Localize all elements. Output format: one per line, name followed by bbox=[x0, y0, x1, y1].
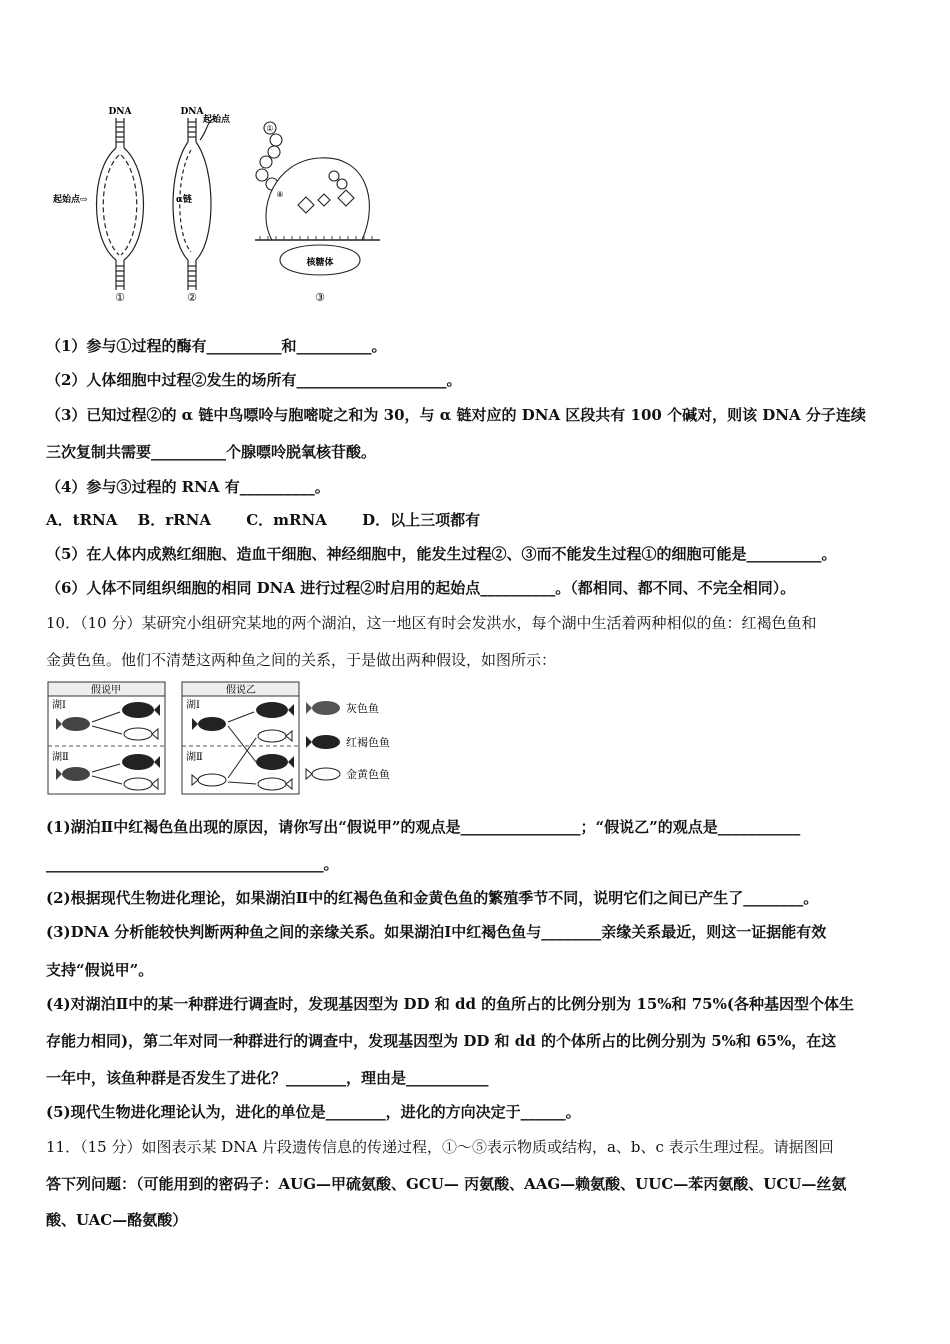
dna-process-figure bbox=[50, 100, 380, 305]
fish-hypothesis-figure bbox=[46, 680, 416, 798]
origin-label-left: 起始点⇨ bbox=[53, 195, 88, 205]
q9-part5: （5）在人体内成熟红细胞、造血干细胞、神经细胞中，能发生过程②、③而不能发生过程①的细胞可能是__________。 bbox=[46, 545, 837, 563]
q10-heading-a: 10．（10 分）某研究小组研究某地的两个湖泊，这一地区有时会发洪水，每个湖中生活着两种相似的鱼：红褐色鱼和 bbox=[46, 614, 817, 632]
dna-label-1: DNA bbox=[108, 107, 132, 117]
q10-sub4c: 一年中，该鱼种群是否发生了进化？________，理由是___________ bbox=[46, 1069, 489, 1087]
legend-red-brown-fish: 红褐色鱼 bbox=[346, 736, 390, 749]
legend-golden-fish: 金黄色鱼 bbox=[346, 768, 390, 781]
legend-gray-fish: 灰色鱼 bbox=[346, 702, 379, 715]
lake2-label-a: 湖Ⅱ bbox=[52, 752, 69, 763]
q9-part2: （2）人体细胞中过程②发生的场所有____________________。 bbox=[46, 371, 462, 389]
hyp-a-title: 假说甲 bbox=[91, 685, 121, 696]
num-2: ② bbox=[187, 291, 197, 304]
lake1-label-a: 湖Ⅰ bbox=[52, 700, 66, 711]
q9-part1: （1）参与①过程的酶有__________和__________。 bbox=[46, 337, 387, 355]
q11-line-b: 答下列问题：（可能用到的密码子：AUG—甲硫氨酸、GCU— 丙氨酸、AAG—赖氨酸、UUC—苯丙氨酸、UCU—丝氨 bbox=[46, 1175, 847, 1193]
origin-label-right: 起始点 bbox=[203, 115, 231, 125]
alpha-chain-label: α链 bbox=[176, 195, 192, 205]
q10-sub1b: _____________________________________。 bbox=[46, 855, 339, 873]
q10-sub4a: (4)对湖泊Ⅱ中的某一种群进行调查时，发现基因型为 DD 和 dd 的鱼所占的比例分别为 15%和 75%(各种基因型个体生 bbox=[46, 995, 854, 1013]
num-1: ① bbox=[115, 291, 125, 304]
q9-part4: （4）参与③过程的 RNA 有__________。 bbox=[46, 478, 330, 496]
q9-part3a: （3）已知过程②的 α 链中鸟嘌呤与胞嘧啶之和为 30，与 α 链对应的 DNA 区段共有 100 个碱对，则该 DNA 分子连续 bbox=[46, 406, 866, 424]
circle-label-8: ⑧ bbox=[276, 190, 284, 199]
q9-part6: （6）人体不同组织细胞的相同 DNA 进行过程②时启用的起始点__________。（都相同、都不同、不完全相同）。 bbox=[46, 579, 796, 597]
lake2-label-b: 湖Ⅱ bbox=[186, 752, 203, 763]
q9-options: A．tRNA B．rRNA C．mRNA D．以上三项都有 bbox=[46, 511, 481, 529]
dna-label-2: DNA bbox=[180, 107, 204, 117]
q9-part3b: 三次复制共需要__________个腺嘌呤脱氧核苷酸。 bbox=[46, 443, 377, 461]
hyp-b-title: 假说乙 bbox=[226, 685, 256, 696]
q10-sub5: (5)现代生物进化理论认为，进化的单位是________，进化的方向决定于______。 bbox=[46, 1103, 581, 1121]
q11-line-a: 11．（15 分）如图表示某 DNA 片段遗传信息的传递过程，①～⑤表示物质或结构，a、b、c 表示生理过程。请据图回 bbox=[46, 1138, 834, 1156]
num-3: ③ bbox=[315, 291, 325, 304]
circle-label-1: ① bbox=[266, 124, 274, 133]
q10-sub3a: (3)DNA 分析能较快判断两种鱼之间的亲缘关系。如果湖泊Ⅰ中红褐色鱼与________亲缘关系最近，则这一证据能有效 bbox=[46, 923, 827, 941]
q10-sub4b: 存能力相同)，第二年对同一种群进行的调查中，发现基因型为 DD 和 dd 的个体所占的比例分别为 5%和 65%，在这 bbox=[46, 1032, 837, 1050]
q10-heading-b: 金黄色鱼。他们不清楚这两种鱼之间的关系，于是做出两种假设，如图所示： bbox=[46, 651, 557, 669]
q11-line-c: 酸、UAC—酪氨酸） bbox=[46, 1211, 188, 1229]
q10-sub1a: (1)湖泊Ⅱ中红褐色鱼出现的原因，请你写出“假说甲”的观点是________________；“假说乙”的观点是___________ bbox=[46, 818, 801, 836]
q10-sub3b: 支持“假说甲”。 bbox=[46, 961, 154, 979]
q10-sub2: (2)根据现代生物进化理论，如果湖泊Ⅱ中的红褐色鱼和金黄色鱼的繁殖季节不同，说明它们之间已产生了________。 bbox=[46, 889, 819, 907]
ribosome-label: 核糖体 bbox=[306, 258, 334, 268]
lake1-label-b: 湖Ⅰ bbox=[186, 700, 200, 711]
